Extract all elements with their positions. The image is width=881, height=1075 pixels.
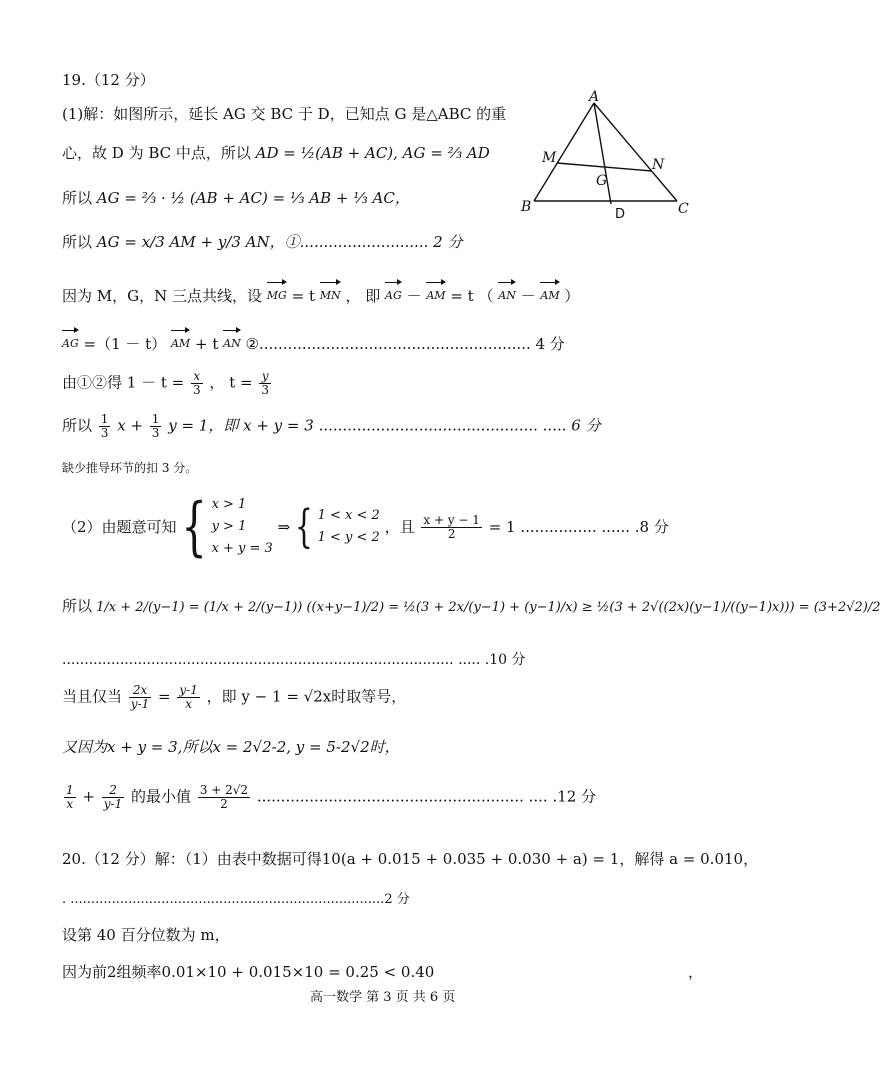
text: x + <box>117 416 144 435</box>
text: ， t = <box>209 373 253 392</box>
text: =（1 － t） <box>83 335 167 353</box>
text: 所以 <box>62 189 93 207</box>
q19-p1-line8 <box>62 413 601 440</box>
text: － <box>406 287 422 305</box>
text: + <box>82 787 95 806</box>
text: = t （ <box>450 287 494 305</box>
q20-line2: . ............................................................................2 分 <box>62 892 410 907</box>
text: ，即 y − 1 = √2x时取等号， <box>206 687 407 706</box>
q19-p1-line3 <box>62 188 410 208</box>
fraction-x-over-3: $\frac{x}{3}$ <box>193 369 201 397</box>
label-N: N <box>652 157 665 173</box>
fraction-1-over-x: $\frac{1}{x}$ <box>66 783 74 811</box>
text: 由①②得 1 － t = <box>62 373 185 392</box>
math: AG = ⅔ · ½ (AB + AC) = ⅓ AB + ⅓ AC， <box>96 189 410 207</box>
vector-AM: AM <box>540 280 559 306</box>
q19-p1-line6 <box>62 328 565 354</box>
text: 心，故 D 为 BC 中点，所以 <box>62 144 251 162</box>
triangle-figure <box>512 86 702 226</box>
q20-line3: 设第 40 百分位数为 m， <box>62 926 230 944</box>
q19-p1-line5 <box>62 280 579 306</box>
text: 因为 M，G，N 三点共线，设 <box>62 287 263 305</box>
label-M: M <box>542 150 557 166</box>
label-B: B <box>521 199 532 215</box>
q19-p1-line1: (1)解：如图所示，延长 AG 交 BC 于 D，已知点 G 是△ABC 的重 <box>62 105 507 123</box>
vector-AM: AM <box>426 280 445 306</box>
q19-p3-line <box>62 596 881 618</box>
fraction-2-over-y-1: $\frac{2}{y-1}$ <box>103 783 123 811</box>
text: 的最小值 <box>131 787 192 806</box>
vector-AN: AN <box>498 280 516 306</box>
label-A: A <box>589 89 600 105</box>
text: = t <box>291 287 316 305</box>
q19-p4-line <box>62 684 406 711</box>
text: ②......................................................... 4 分 <box>245 335 565 353</box>
text: + t <box>194 335 219 353</box>
page-footer: 高一数学 第 3 页 共 6 页 <box>310 990 456 1005</box>
q19-p3-dots: ........................................................................................ ..... .10 分 <box>62 652 526 668</box>
text: 所以 <box>62 233 93 251</box>
vector-AN: AN <box>223 328 241 354</box>
text: = <box>158 687 171 706</box>
implies-symbol: ⇒ <box>277 518 291 536</box>
text: ， 即 <box>345 287 381 305</box>
q19-p6-line <box>62 784 596 811</box>
fraction-one-third: $\frac{1}{3}$ <box>151 412 160 440</box>
brace: { <box>294 499 313 553</box>
fraction-2x-over-y-1: $\frac{2x}{y-1}$ <box>130 683 150 711</box>
math: AG = x/3 AM + y/3 AN，①........................... 2 分 <box>96 233 463 251</box>
q19-p1-line4 <box>62 232 462 252</box>
text: ，且 <box>384 518 415 536</box>
vector-AM: AM <box>171 328 190 354</box>
text: ） <box>564 287 580 305</box>
vector-AG: AG <box>62 328 79 354</box>
fraction-y-over-3: $\frac{y}{3}$ <box>261 369 269 397</box>
text: 所以 <box>62 416 93 435</box>
text: 当且仅当 <box>62 687 123 706</box>
text: 所以 <box>62 597 93 615</box>
fraction-y-1-over-x: $\frac{y-1}{x}$ <box>179 683 198 711</box>
fraction-one-third: $\frac{1}{3}$ <box>100 412 109 440</box>
vector-AG: AG <box>385 280 402 306</box>
text: － <box>520 287 536 305</box>
text: y = 1，即 x + y = 3 .............................................. ..... 6 分 <box>168 416 601 435</box>
q20-line4: 因为前2组频率0.01×10 + 0.015×10 = 0.25 < 0.40 <box>62 963 435 981</box>
q19-p1-line2 <box>62 143 490 163</box>
inequality-expression: 1/x + 2/(y−1) = (1/x + 2/(y−1)) ((x+y−1)/2) = ½(3 + 2x/(y−1) + (y−1)/x) ≥ ½(3 + 2√((2x)(y−1)/((y−1)x))) = (3+2√2)/2 <box>96 600 881 615</box>
q19-p1-line7 <box>62 370 273 397</box>
text: = 1 ................ ...... .8 分 <box>488 518 669 536</box>
text: （2）由题意可知 <box>62 518 177 536</box>
label-C: C <box>678 201 689 217</box>
q20-line4-end: ， <box>688 963 704 981</box>
system-2: 1 < x < 2 1 < y < 2 <box>317 508 380 545</box>
q19-p2-line <box>62 490 669 564</box>
system-1: x > 1 y > 1 x + y = 3 <box>211 497 273 556</box>
fraction-sum: $\frac{x + y - 1}{2}$ <box>423 512 480 541</box>
q19-p5-line: 又因为x + y = 3,所以x = 2√2-2, y = 5-2√2时， <box>62 738 400 756</box>
q19-note: 缺少推导环节的扣 3 分。 <box>62 461 198 475</box>
text: ........................................................ .... .12 分 <box>256 787 597 806</box>
label-G: G <box>596 173 608 189</box>
brace: { <box>181 490 207 564</box>
vector-MN: MN <box>320 280 341 306</box>
q19-header: 19.（12 分） <box>62 71 155 89</box>
math: AD = ½(AB + AC), AG = ⅔ AD <box>255 144 490 162</box>
fraction-min-value: $\frac{3 + 2√2}{2}$ <box>199 783 249 811</box>
vector-MG: MG <box>267 280 287 306</box>
q20-line1: 20.（12 分）解：（1）由表中数据可得10(a + 0.015 + 0.035 + 0.030 + a) = 1，解得 a = 0.010， <box>62 850 759 868</box>
label-D: D <box>615 207 626 222</box>
